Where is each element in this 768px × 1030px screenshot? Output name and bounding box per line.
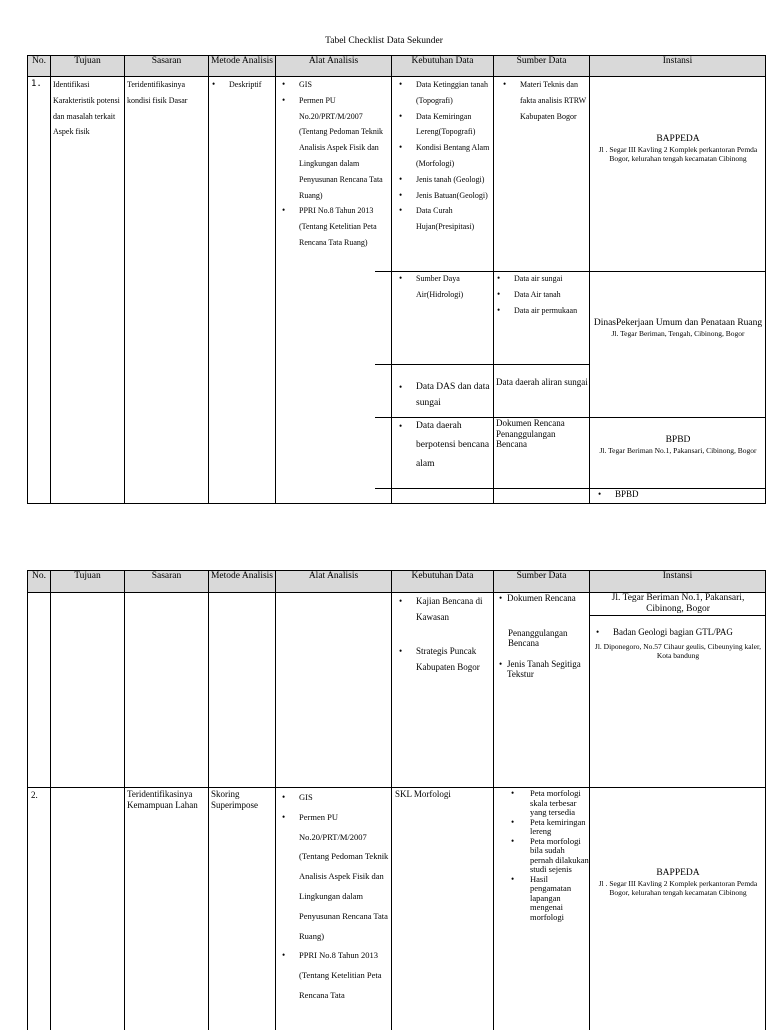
header-no: No. [32, 56, 46, 66]
cont-instansi-a: Jl. Tegar Beriman No.1, Pakansari, Cibinong, Bogor [611, 593, 745, 614]
header-kebutuhan: Kebutuhan Data [411, 56, 474, 66]
header-tujuan: Tujuan [74, 56, 101, 66]
row1-sumber-c: Data daerah aliran sungai [496, 377, 588, 387]
header2-sumber: Sumber Data [516, 571, 567, 581]
row2-alat: • GIS • Permen PU No.20/PRT/M/2007 (Tentang Pedoman Teknik Analisis Aspek Fisik dan Lingkungan dalam Penyusunan Rencana Tata Ruang) • PPRI No.8 Tahun 2013 (Tentang Ketelitian Peta Rencana Tata [279, 788, 392, 1006]
row1-instansi-a: BAPPEDA Jl . Segar III Kavling 2 Komplek perkantoran Pemda Bogor, kelurahan tengah kecamatan Cibinong [598, 134, 758, 163]
row1-instansi-d: BPBD Jl. Tegar Beriman No.1, Pakansari, Cibinong, Bogor [599, 435, 757, 455]
row1-instansi-b: DinasPekerjaan Umum dan Penataan Ruang Jl. Tegar Beriman, Tengah, Cibinong, Bogor [593, 318, 763, 338]
header-instansi: Instansi [662, 56, 693, 66]
row1-kebutuhan-b: • Sumber Daya Air(Hidrologi) [396, 271, 493, 303]
row1-metode: • Deskriptif [209, 77, 275, 93]
header-sasaran: Sasaran [151, 56, 182, 66]
header2-no: No. [32, 571, 46, 581]
row1-sumber-b: • Data air sungai • Data Air tanah • Data air permukaan [494, 271, 589, 318]
row2-instansi: BAPPEDA Jl . Segar III Kavling 2 Komplek perkantoran Pemda Bogor, kelurahan tengah kecamatan Cibinong [598, 868, 758, 897]
row1-sumber-a: • Materi Teknis dan fakta analisis RTRW Kabupaten Bogor [500, 77, 588, 124]
row2-sasaran: Teridentifikasinya Kemampuan Lahan [127, 789, 198, 810]
header2-alat: Alat Analisis [308, 571, 359, 581]
checklist-table-2 [27, 570, 766, 1030]
header2-sasaran: Sasaran [151, 571, 182, 581]
page-title: Tabel Checklist Data Sekunder [325, 36, 443, 46]
cont-instansi-b: • Badan Geologi bagian GTL/PAG Jl. Diponegoro, No.57 Cihaur geulis, Cibeunying kaler, Kota bandung [593, 624, 763, 660]
row1-kebutuhan-a: • Data Ketinggian tanah (Topografi) • Data Kemiringan Lereng(Topografi) • Kondisi Bentang Alam (Morfologi) • Jenis tanah (Geologi) • Jenis Batuan(Geologi) • Data Curah Hujan(Presipitasi) [396, 77, 493, 235]
header-sumber: Sumber Data [516, 56, 567, 66]
row1-alat: • GIS • Permen PU No.20/PRT/M/2007 (Tentang Pedoman Teknik Analisis Aspek Fisik dan Lingkungan dalam Penyusunan Rencana Tata Ruang) • PPRI No.8 Tahun 2013 (Tentang Ketelitian Peta Rencana Tata Ruang) [279, 77, 392, 251]
cont-sumber: • Dokumen Rencana Penanggulangan Bencana • Jenis Tanah Segitiga Tekstur [496, 593, 588, 680]
row1-sumber-d: Dokumen Rencana Penanggulangan Bencana [496, 418, 565, 449]
row1-tujuan: Identifikasi Karakteristik potensi dan masalah terkait Aspek fisik [53, 80, 120, 137]
header-metode: Metode Analisis [210, 56, 273, 66]
header2-metode: Metode Analisis [210, 571, 273, 581]
row1-no: 1. [31, 79, 42, 89]
checklist-table-1 [27, 55, 766, 504]
header-alat: Alat Analisis [308, 56, 359, 66]
header2-instansi: Instansi [662, 571, 693, 581]
row2-metode: Skoring Superimpose [211, 789, 258, 810]
row1-sasaran: Teridentifikasinya kondisi fisik Dasar [127, 80, 188, 105]
header2-tujuan: Tujuan [74, 571, 101, 581]
row1-kebutuhan-c: • Data DAS dan data sungai [396, 379, 493, 411]
row2-sumber: • Peta morfologi skala terbesar yang tersedia • Peta kemiringan lereng • Peta morfologi bila sudah pernah dilakukan studi sejenis • Hasil pengamatan lapangan mengenai morfologi [494, 789, 589, 922]
row2-kebutuhan: SKL Morfologi [395, 789, 451, 799]
row2-no: 2. [31, 790, 38, 800]
row1-instansi-e: • BPBD [595, 487, 763, 503]
header2-kebutuhan: Kebutuhan Data [411, 571, 474, 581]
cont-kebutuhan: • Kajian Bencana di Kawasan • Strategis Puncak Kabupaten Bogor [396, 593, 493, 675]
row1-kebutuhan-d: • Data daerah berpotensi bencana alam [396, 417, 493, 474]
